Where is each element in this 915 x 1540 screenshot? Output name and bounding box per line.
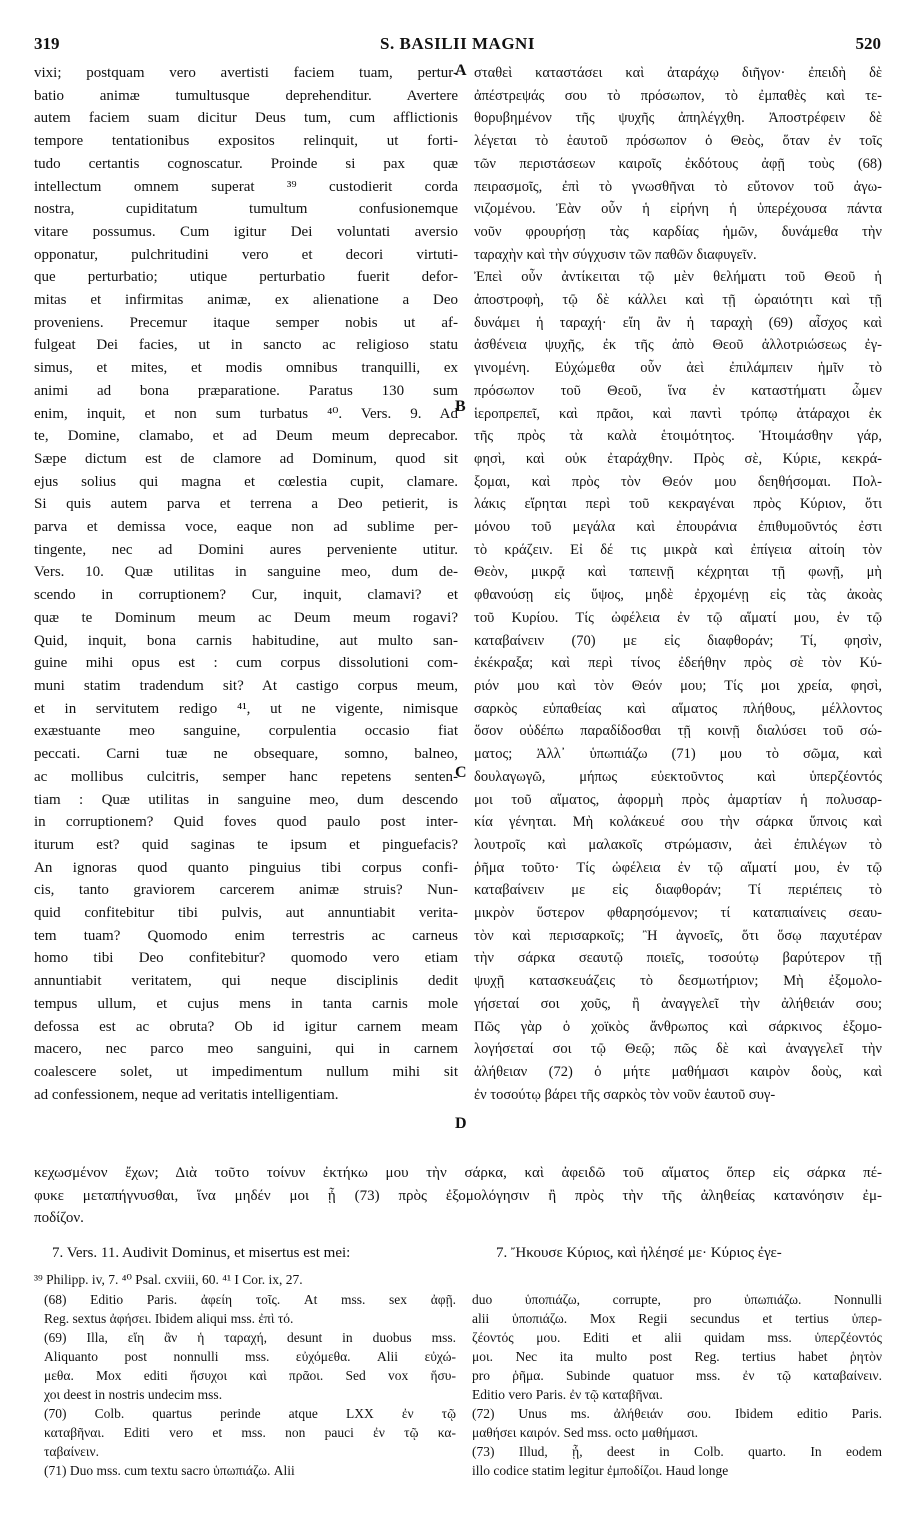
latin-line: tempus ullum, et cujus mens in tanta carnis mole xyxy=(34,995,458,1012)
latin-line: animi ad bona præparatione. Paratus 130 sum xyxy=(34,382,458,399)
latin-line: mitas et infirmitas animæ, ex alienatione a Deo xyxy=(34,292,458,309)
latin-line: An ignoras quod quanto pinguius tibi corpus confi- xyxy=(34,859,458,876)
greek-line: πειρασμοῖς, ἐπὶ τὸ γνωσθῆναι τὸ εὔτονον τοῦ ἀγω- xyxy=(474,178,882,195)
full-width-line: κεχωσμένον ἔχων; Διὰ τοῦτο τοίνυν ἐκτήκω μου τὴν σάρκα, καὶ ἀφειδῶ τοῦ αἵματος ὅπερ εἰς σάρκα πέ- xyxy=(34,1165,882,1181)
latin-line: guine mihi opus est : cum corpus dissolutioni com- xyxy=(34,655,458,672)
full-width-line: φυκε μεταπήγνυσθαι, ἵνα μηδέν μοι ᾖ (73) πρὸς ἐξομολόγησιν ἢ πρὸς τὴν τῆς ἀληθείας κατανόησιν ἐμ- xyxy=(34,1187,882,1204)
greek-line: ματος; Ἀλλ᾽ ὑπωπιάζω (71) μου τὸ σῶμα, καὶ xyxy=(474,746,882,763)
note-line: (68) Editio Paris. ἀφείη τοῖς. At mss. sex ἀφῇ. xyxy=(44,1292,456,1307)
latin-line: vitare possumus. Cum igitur Dei voluntati aversio xyxy=(34,223,458,240)
greek-line: φησὶ, καὶ οὐκ ἐταράχθην. Πρὸς σὲ, Κύριε, κεκρά- xyxy=(474,450,882,467)
note-line: Aliquanto post nonnulli mss. εὐχόμεθα. Alii εὐχώ- xyxy=(44,1349,456,1364)
greek-line: λογήσεταί σοι τῷ Θεῷ; πῶς δὲ καὶ ἀναγγελεῖ τὴν xyxy=(474,1041,882,1058)
latin-line: simus, et mites, et modis omnibus tranquilli, ex xyxy=(34,360,458,377)
greek-line: ἀσθένεια ψυχῆς, ἐκ τῆς ἀπὸ Θεοῦ ἀλλοτριώσεως ἐγ- xyxy=(474,337,882,354)
note-line: (73) Illud, ᾖ, deest in Colb. quarto. In eodem xyxy=(472,1444,882,1459)
latin-line: iturum est? quid saginas te ipsum et pinguefacis? xyxy=(34,836,458,853)
greek-line: θορυβημένον τῆς ψυχῆς ἀπηλέγχθη. Ἀποστρέφειν δὲ xyxy=(474,110,882,127)
latin-line: cis, tanto graviorem carcerem animæ struis? Nun- xyxy=(34,882,458,899)
greek-line: τῶν περιστάσεων καιροῖς ἐκδότους ἀφῇ τοὺς (68) xyxy=(474,155,882,172)
greek-line: τὸ κράζειν. Εἰ δέ τις μικρὰ καὶ ἐπίγεια αἰτοίη τὸν xyxy=(474,541,882,558)
latin-line: ad confessionem, neque ad veritatis intelligentiam. xyxy=(34,1086,339,1103)
greek-line: τὴν σάρκα σεαυτῷ ποιεῖς, τοσούτῳ βαρύτερον τῇ xyxy=(474,950,882,967)
greek-column xyxy=(474,62,882,1106)
latin-line: et in servitutem redigo ⁴¹, ut ne vigente, nimisque xyxy=(34,700,458,717)
greek-line: τοῦ Κυρίου. Τίς ὠφέλεια ἐν τῷ αἵματί μου, ἐν τῷ xyxy=(474,609,882,626)
margin-letter-d: D xyxy=(455,1115,467,1132)
greek-line: πρόσωπον τοῦ Θεοῦ, ἵνα ἐν καταστήματι ὦμεν xyxy=(474,382,882,399)
latin-line: homo tibi Deo confitebitur? quomodo vero etiam xyxy=(34,950,458,967)
greek-line: ὅσον οὐδέπω παραδίδοσθαι τῇ κοινῇ διαλύσει τοῦ σώ- xyxy=(474,723,882,740)
latin-line: defossa est ac obruta? Ob id igitur carnem meam xyxy=(34,1018,458,1035)
latin-line: tempore tentationibus expositos relinquit, ut forti- xyxy=(34,133,458,150)
note-line: alii ὑποπιάζω. Mox Regii secundus et tertius ὑπερ- xyxy=(472,1311,882,1326)
note-line: ζέοντός μου. Editi et alii quidam mss. ὑπερζέοντός xyxy=(472,1330,882,1345)
latin-line: in corruptionem? Quid foves quod paulo post inter- xyxy=(34,814,458,831)
greek-line: ἀποστροφὴ, τῷ δὲ κάλλει καὶ τῇ ὡραιότητι καὶ τῇ xyxy=(474,292,882,309)
greek-line: δουλαγωγῶ, μήπως εὐεκτοῦντος καὶ ὑπερζέοντός xyxy=(474,768,882,785)
greek-line: ἐν τοσούτῳ βάρει τῆς σαρκὸς τὸν νοῦν ἑαυτοῦ συγ- xyxy=(474,1086,776,1103)
greek-line: φθανούσῃ εἰς ὕψος, μηδὲ ἐρχομένῃ εἰς τὰς ἀκοὰς xyxy=(474,587,882,604)
latin-line: tem tuam? Quomodo enim terrestris ac carneus xyxy=(34,927,458,944)
note-line: Editio vero Paris. ἐν τῷ καταβῆναι. xyxy=(472,1387,663,1402)
note-line: (71) Duo mss. cum textu sacro ὑπωπιάζω. Alii xyxy=(44,1463,295,1478)
greek-line: ἱεροπρεπεῖ, καὶ πρᾶοι, καὶ παντὶ τρόπῳ ἀτάραχοι ἐκ xyxy=(474,405,882,422)
greek-line: νιζομένου. Ἐὰν οὖν ἡ εἰρήνη ἡ ὑπερέχουσα πάντα xyxy=(474,201,882,218)
greek-line: καταβαίνειν με εἰς διαφθοράν; Τί περιέπεις τὸ xyxy=(474,882,882,899)
latin-line: Si quis autem parva et terrena a Deo petierit, is xyxy=(34,496,458,513)
greek-line: λουτροῖς καὶ μαλακοῖς στρώμασιν, ἀεὶ ἐπιλέγων τὸ xyxy=(474,836,882,853)
latin-line: enim, inquit, et non sum turbatus ⁴⁰. Vers. 9. Ad xyxy=(34,405,458,422)
note-line: (70) Colb. quartus perinde atque LXX ἐν τῷ xyxy=(44,1406,456,1421)
greek-line: τῆς πρὸς τὰ καλὰ ἑτοιμότητος. Ἡτοιμάσθην γάρ, xyxy=(474,428,882,445)
latin-line: coalescere solet, ut impedimentum nullum mihi sit xyxy=(34,1063,458,1080)
full-width-text xyxy=(34,1162,882,1230)
latin-line: fulgeat Dei facies, ut in sancto ac religioso statu xyxy=(34,337,458,354)
page-header xyxy=(34,34,881,58)
note-line: καταβῆναι. Editi vero et mss. non pauci ἐν τῷ κα- xyxy=(44,1425,456,1440)
greek-line: Θεὸν, μικρᾷ καὶ ταπεινῇ κέχρηται τῇ φωνῇ, μὴ xyxy=(474,564,882,581)
margin-letter-a: A xyxy=(455,62,467,79)
greek-line: κία γένηται. Μὴ κολάκευέ σου τὴν σάρκα ὕπνοις καὶ xyxy=(474,814,882,831)
section-heading-greek: 7. Ἤκουσε Κύριος, καὶ ἠλέησέ με· Κύριος ἐγε- xyxy=(496,1245,782,1261)
greek-line: καταβαίνειν (70) με εἰς διαφθοράν; Τί, φησὶν, xyxy=(474,632,882,649)
greek-line: λάκις εἴρηται περὶ τοῦ κεκραγέναι πρὸς Κύριον, ὅτι xyxy=(474,496,882,513)
latin-line: ejus solius qui magna et cœlestia cupit, clamare. xyxy=(34,473,458,490)
latin-line: quæ te Dominum meum ac Deum meum rogavi? xyxy=(34,609,458,626)
latin-line: vixi; postquam vero avertisti faciem tuam, pertur- xyxy=(34,65,458,81)
latin-line: Quid, inquit, bona carnis habitudine, aut multo san- xyxy=(34,632,458,649)
latin-column xyxy=(34,62,458,1106)
greek-line: γινομένη. Εὐχώμεθα οὖν ἀεὶ ἐπιλάμπειν ἡμῖν τὸ xyxy=(474,360,882,377)
latin-line: scendo in corruptionem? Cur, inquit, clamavi? et xyxy=(34,587,458,604)
latin-line: peccati. Carni tuæ ne obsequare, somno, balneo, xyxy=(34,746,458,763)
note-line: χοι deest in nostris undecim mss. xyxy=(44,1387,223,1402)
page-number-right: 520 xyxy=(855,34,881,53)
note-line: pro ῥῆμα. Subinde quatuor mss. ἐν τῷ καταβαίνειν. xyxy=(472,1368,882,1383)
latin-line: tiam : Quæ utilitas in sanguine meo, dum descendo xyxy=(34,791,458,808)
greek-line: λέγεται τὸ ἑαυτοῦ πρόσωπον ὁ Θεὸς, ὅταν ἐν τοῖς xyxy=(474,133,882,150)
latin-line: autem faciem suam dicitur Deus tum, cum afflictionis xyxy=(34,110,458,127)
greek-line: μικρὸν ὕστερον φθαρησόμενον; τί καταπιαίνεις σεαυ- xyxy=(474,905,882,922)
latin-line: tingente, nec ad Domini aures perveniente utitur. xyxy=(34,541,458,558)
greek-line: ριόν μου καὶ τὸν Θεόν μου; Τίς μοι χρεία, φησὶ, xyxy=(474,677,882,694)
latin-line: nostra, cupiditatum tumultum confusionemque xyxy=(34,201,458,218)
greek-line: ἀπέστρεψάς σου τὸ πρόσωπον, τὸ ἐμπαθὲς καὶ τε- xyxy=(474,87,882,104)
latin-line: Sæpe dictum est de clamore ad Dominum, quod sit xyxy=(34,450,458,467)
latin-line: ac mollibus culcitris, semper hanc repetens senten- xyxy=(34,768,458,785)
full-width-line: ποδίζον. xyxy=(34,1210,84,1227)
note-line: (72) Unus ms. ἀλήθειάν σου. Ibidem editio Paris. xyxy=(472,1406,882,1421)
margin-letter-c: C xyxy=(455,764,467,781)
note-line: illo codice statim legitur ἐμποδίζοι. Haud longe xyxy=(472,1463,729,1478)
greek-line: δυνάμει ἡ ταραχή· εἴη ἂν ἡ ταραχὴ (69) αἶσχος καὶ xyxy=(474,314,882,331)
greek-line: σταθεὶ καταστάσει καὶ ἀταράχῳ διῆγον· ἐπειδὴ δὲ xyxy=(474,65,882,81)
greek-line: νοῦν φρουρήσῃ τὰς καρδίας ἡμῶν, δυνάμεθα τὴν xyxy=(474,223,882,240)
section-heading-latin: 7. Vers. 11. Audivit Dominus, et misertus est mei: xyxy=(52,1245,351,1261)
note-line: μεθα. Mox editi ἥσυχοι καὶ πρᾶοι. Sed vox ἥσυ- xyxy=(44,1368,456,1383)
greek-line: μοι τοῦ αἵματος, ἀφορμὴ πρὸς ἁμαρτίαν ἡ πολυσαρ- xyxy=(474,791,882,808)
greek-line: μόνου τοῦ μεγάλα καὶ ἐπουράνια ἐπιθυμοῦντός ἐστι xyxy=(474,519,882,536)
greek-line: ψυχῇ κατασκευάζεις τὸ δεσμωτήριον; Μὴ ἐξομολο- xyxy=(474,973,882,990)
latin-line: intellectum omnem superat ³⁹ custodierit corda xyxy=(34,178,458,195)
note-line: μαθήσει καιρόν. Sed mss. octo μαθήμασι. xyxy=(472,1425,698,1440)
note-line: μοι. Nec ita multo post Reg. tertius habet ῥητὸν xyxy=(472,1349,882,1364)
page-number-left: 319 xyxy=(34,34,60,53)
greek-line: ξομαι, καὶ πρὸς τὸν Θεόν μου δεηθήσομαι. Πολ- xyxy=(474,473,882,490)
greek-line: ῥῆμα τοῦτο· Τίς ὠφέλεια ἐν τῷ αἵματί μου, ἐν τῷ xyxy=(474,859,882,876)
latin-line: exæstuante meo sanguine, corpulentia occasio fiat xyxy=(34,723,458,740)
latin-line: opponatur, pulchritudini vero et decori virtuti- xyxy=(34,246,458,263)
greek-line: Ἐπεὶ οὖν ἀντίκειται τῷ μὲν θελήματι τοῦ Θεοῦ ἡ xyxy=(474,269,882,286)
note-line: duo ὑποπιάζω, corrupte, pro ὑπωπιάζω. Nonnulli xyxy=(472,1292,882,1307)
note-line: Reg. sextus ἀφήσει. Ibidem aliqui mss. ἐπὶ τό. xyxy=(44,1311,294,1326)
scripture-references: ³⁹ Philipp. iv, 7. ⁴⁰ Psal. cxviii, 60. ⁴¹ I Cor. ix, 27. xyxy=(34,1272,303,1287)
latin-line: quid confitebitur tibi pulvis, aut annuntiabit verita- xyxy=(34,905,458,922)
latin-line: muni statim tradendum sit? At castigo corpus meum, xyxy=(34,677,458,694)
greek-line: τὸν καὶ περισαρκοῖς; Ἢ ἀγνοεῖς, ὅτι ὅσῳ παχυτέραν xyxy=(474,927,882,944)
notes-left-column xyxy=(44,1290,456,1480)
latin-line: batio animæ tumultusque deprehenditur. Avertere xyxy=(34,87,458,104)
notes-right-column xyxy=(472,1290,882,1480)
note-line: (69) Illa, εἴη ἂν ἡ ταραχή, desunt in duobus mss. xyxy=(44,1330,456,1345)
margin-letter-b: B xyxy=(455,398,466,415)
latin-line: annuntiabit veritatem, qui neque disciplinis dedit xyxy=(34,973,458,990)
greek-line: σαρκὸς εὐπαθείας καὶ αἵματος πλήθους, μέλλοντος xyxy=(474,700,882,717)
greek-line: Πῶς γὰρ ὁ χοϊκὸς ἄνθρωπος καὶ σάρκινος ἐξομο- xyxy=(474,1018,882,1035)
latin-line: macero, nec parco meo sanguini, qui in carnem xyxy=(34,1041,458,1058)
greek-line: γήσεταί σοι χοῦς, ἢ ἀναγγελεῖ τὴν ἀλήθειάν σου; xyxy=(474,995,882,1012)
latin-line: que perturbatio; utique perturbatio fuerit defor- xyxy=(34,269,458,286)
greek-line: ταραχὴν καὶ τὴν σύγχυσιν τῶν παθῶν διαφυγεῖν. xyxy=(474,246,757,263)
latin-line: Vers. 10. Quæ utilitas in sanguine meo, dum de- xyxy=(34,564,458,581)
latin-line: proveniens. Precemur itaque semper nobis ut af- xyxy=(34,314,458,331)
latin-line: tudo certantis cognoscatur. Proinde si pax quæ xyxy=(34,155,458,172)
latin-line: te, Domine, clamabo, et ad Deum meum deprecabor. xyxy=(34,428,458,445)
greek-line: ἀλήθειαν (72) ὁ μήτε μαθήμασι καιρὸν δοὺς, καὶ xyxy=(474,1063,882,1080)
greek-line: ἐκέκραξα; καὶ περὶ τίνος ἐδεήθην πρὸς σὲ τὸν Κύ- xyxy=(474,655,882,672)
latin-line: parva et demissa voce, eaque non ad sublime per- xyxy=(34,519,458,536)
note-line: ταβαίνειν. xyxy=(44,1444,99,1459)
running-title: S. BASILII MAGNI xyxy=(380,34,535,53)
